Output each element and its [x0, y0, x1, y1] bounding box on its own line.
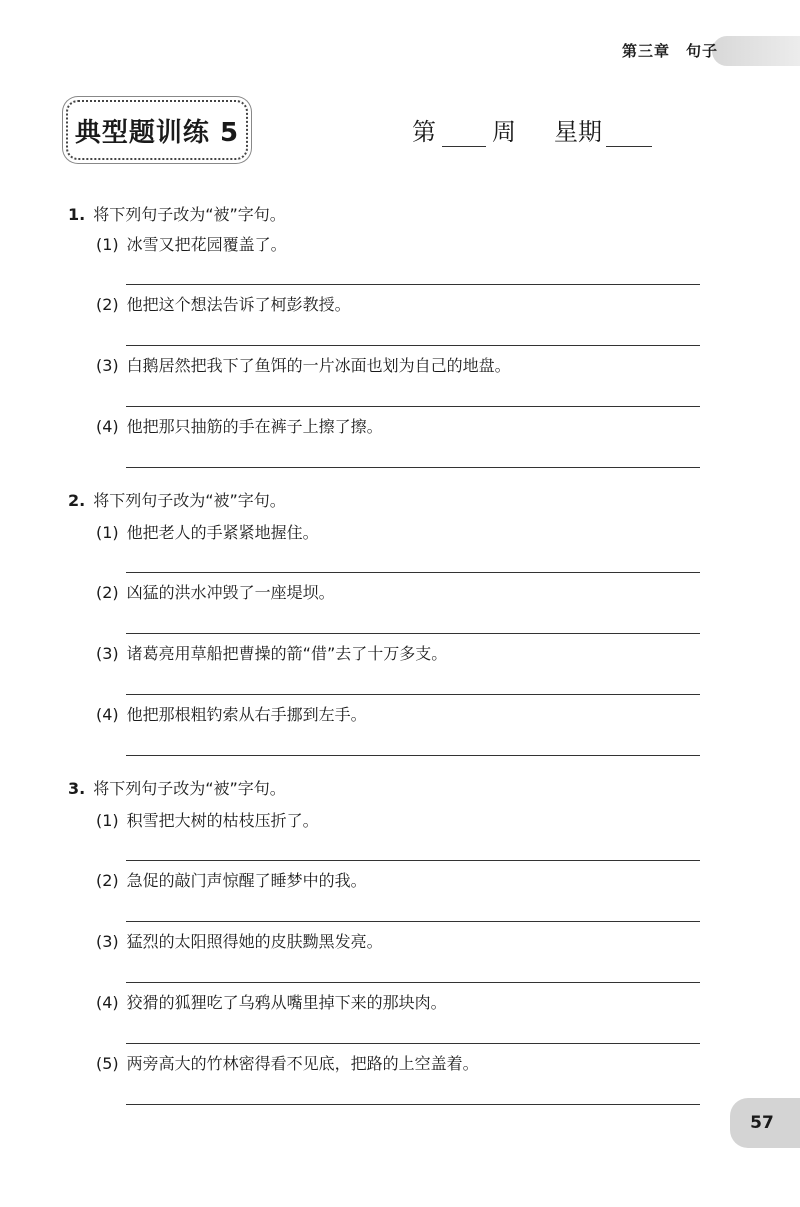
question-3-item-2: (2) 急促的敲门声惊醒了睡梦中的我。: [96, 871, 367, 890]
answer-line[interactable]: [126, 860, 700, 861]
answer-line[interactable]: [126, 694, 700, 695]
question-3-item-3: (3) 猛烈的太阳照得她的皮肤黝黑发亮。: [96, 932, 383, 951]
question-2-prompt: 2. 将下列句子改为“被”字句。: [68, 491, 286, 510]
answer-line[interactable]: [126, 633, 700, 634]
answer-line[interactable]: [126, 921, 700, 922]
answer-line[interactable]: [126, 284, 700, 285]
question-1-item-3: (3) 白鹅居然把我下了鱼饵的一片冰面也划为自己的地盘。: [96, 356, 511, 375]
question-1-prompt: 1. 将下列句子改为“被”字句。: [68, 205, 286, 224]
week-word: 周: [492, 118, 516, 146]
answer-line[interactable]: [126, 982, 700, 983]
question-3-prompt: 3. 将下列句子改为“被”字句。: [68, 779, 286, 798]
question-1-item-1: (1) 冰雪又把花园覆盖了。: [96, 235, 287, 254]
answer-line[interactable]: [126, 572, 700, 573]
answer-line[interactable]: [126, 1043, 700, 1044]
chapter-tab: [712, 36, 800, 66]
answer-line[interactable]: [126, 406, 700, 407]
chapter-label: 第三章 句子: [622, 42, 719, 60]
section-title: 典型题训练 5: [66, 100, 248, 160]
answer-line[interactable]: [126, 345, 700, 346]
answer-line[interactable]: [126, 1104, 700, 1105]
question-2-item-3: (3) 诸葛亮用草船把曹操的箭“借”去了十万多支。: [96, 644, 448, 663]
question-2-item-2: (2) 凶猛的洪水冲毁了一座堤坝。: [96, 583, 335, 602]
weekday-blank[interactable]: [606, 116, 652, 147]
question-1-item-4: (4) 他把那只抽筋的手在裤子上擦了擦。: [96, 417, 383, 436]
answer-line[interactable]: [126, 755, 700, 756]
page-number: 57: [730, 1098, 800, 1148]
question-1-item-2: (2) 他把这个想法告诉了柯彭教授。: [96, 295, 351, 314]
question-3-item-5: (5) 两旁高大的竹林密得看不见底，把路的上空盖着。: [96, 1054, 479, 1073]
question-3-item-1: (1) 积雪把大树的枯枝压折了。: [96, 811, 319, 830]
question-2-item-4: (4) 他把那根粗钓索从右手挪到左手。: [96, 705, 367, 724]
week-prefix: 第: [412, 118, 436, 146]
weekday-word: 星期: [554, 118, 602, 146]
question-2-item-1: (1) 他把老人的手紧紧地握住。: [96, 523, 319, 542]
question-3-item-4: (4) 狡猾的狐狸吃了乌鸦从嘴里掉下来的那块肉。: [96, 993, 447, 1012]
week-fill-in: [412, 112, 652, 147]
answer-line[interactable]: [126, 467, 700, 468]
week-blank[interactable]: [442, 116, 486, 147]
